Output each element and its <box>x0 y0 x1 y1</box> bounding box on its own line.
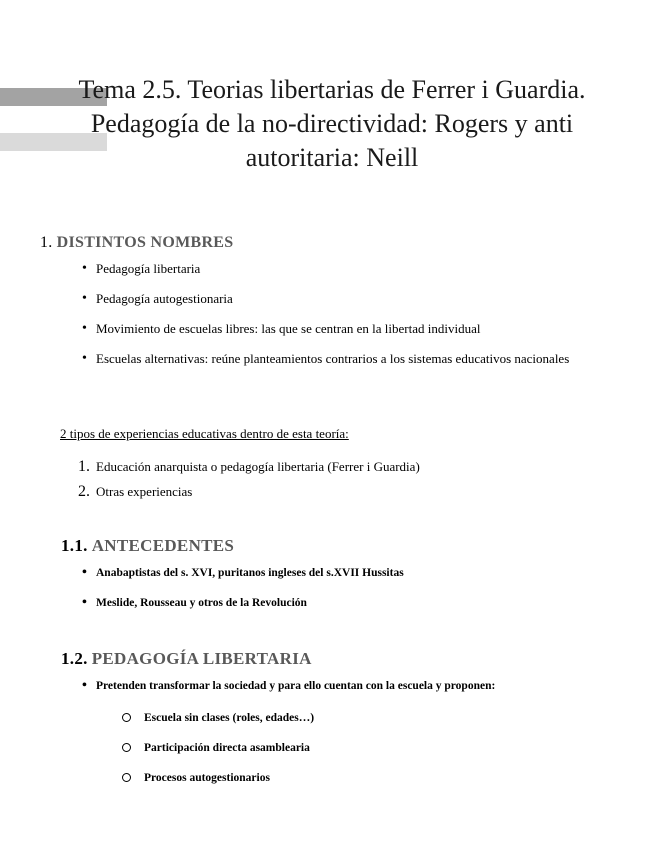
section-title: PEDAGOGÍA LIBERTARIA <box>91 649 312 668</box>
section-1-2-list <box>82 675 602 697</box>
sub-list-item: Escuela sin clases (roles, edades…) <box>122 709 522 739</box>
list-item <box>78 454 420 479</box>
list-item: • Meslide, Rousseau y otros de la Revolución <box>82 592 582 614</box>
section-title: ANTECEDENTES <box>91 536 235 555</box>
list-item: • Movimiento de escuelas libres: las que se centran en la libertad individual <box>82 318 602 340</box>
section-1-1-list <box>82 562 582 614</box>
section-number: 1.1. <box>61 536 88 555</box>
section-1-list <box>82 258 602 370</box>
list-item: • Pretenden transformar la sociedad y para ello cuentan con la escuela y proponen: <box>82 675 602 697</box>
item-number: 1. <box>78 458 90 475</box>
list-item: • Pedagogía autogestionaria <box>82 288 602 310</box>
list-item: • Pedagogía libertaria <box>82 258 602 280</box>
item-text: Otras experiencias <box>96 484 193 499</box>
sub-list-item: Procesos autogestionarios <box>122 769 522 799</box>
section-1-heading <box>40 234 233 252</box>
intro-text: 2 tipos de experiencias educativas dentro de esta teoría: <box>60 426 349 441</box>
section-number: 1.2. <box>61 649 88 668</box>
page-title: Tema 2.5. Teorias libertarias de Ferrer i Guardia. Pedagogía de la no-directividad: Rogers y anti autoritaria: Neill <box>78 75 586 172</box>
types-list <box>78 454 420 504</box>
section-title: DISTINTOS NOMBRES <box>56 234 234 251</box>
sub-list-item: Participación directa asamblearia <box>122 739 522 769</box>
item-text: Educación anarquista o pedagogía libertaria (Ferrer i Guardia) <box>96 459 420 474</box>
section-number: 1. <box>40 234 53 251</box>
section-1-2-sublist <box>122 709 522 799</box>
section-1-2-heading <box>61 649 312 669</box>
item-number: 2. <box>78 483 90 500</box>
list-item <box>78 479 420 504</box>
list-item: • Escuelas alternativas: reúne planteamientos contrarios a los sistemas educativos nacionales <box>82 348 602 370</box>
section-1-1-heading <box>61 536 234 556</box>
list-item: • Anabaptistas del s. XVI, puritanos ingleses del s.XVII Hussitas <box>82 562 582 584</box>
